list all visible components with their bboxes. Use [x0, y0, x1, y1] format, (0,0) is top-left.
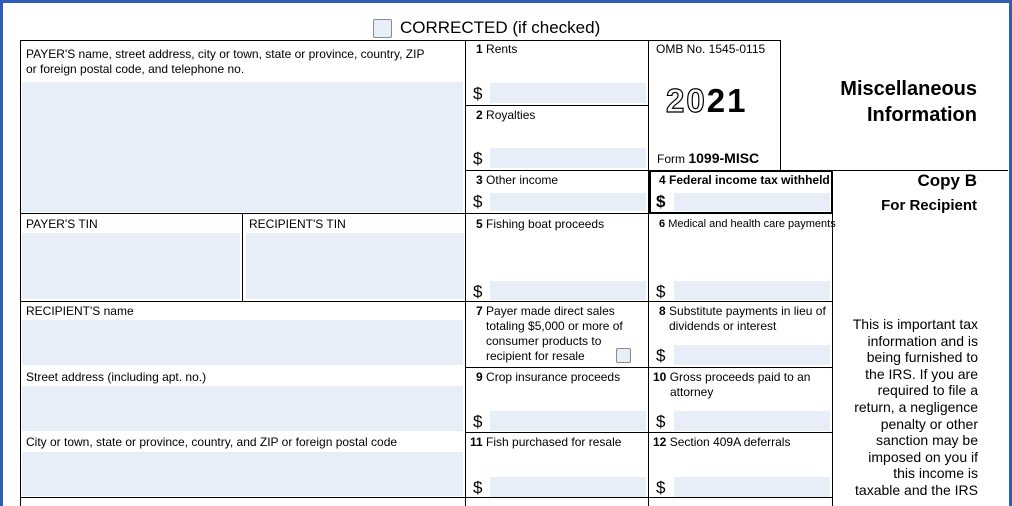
corrected-label: CORRECTED (if checked): [400, 18, 601, 37]
box-number: 7: [476, 304, 483, 318]
dollar-sign: $: [473, 84, 483, 103]
box-number: 5: [476, 217, 483, 231]
box9-amount-field[interactable]: [490, 411, 646, 431]
box-number: 12: [653, 435, 667, 449]
box-number: 3: [476, 173, 483, 187]
box8-label: [659, 304, 826, 334]
copy-label: Copy B: [917, 171, 977, 190]
grid-line: [20, 40, 21, 506]
box-label-text: Substitute payments in lieu of: [669, 304, 826, 318]
box-label-text: Rents: [486, 42, 518, 56]
grid-line: [242, 213, 243, 301]
box-label-text: totaling $5,000 or more of: [486, 319, 623, 333]
dollar-sign: $: [473, 282, 483, 301]
notice-line: taxable and the IRS: [855, 481, 978, 498]
grid-line: [465, 367, 832, 368]
payer-info-field[interactable]: [22, 82, 463, 212]
street-address-field[interactable]: [22, 386, 463, 431]
box1-label: [476, 42, 517, 57]
box5-amount-field[interactable]: [490, 281, 646, 300]
dollar-sign: $: [473, 412, 483, 431]
payer-info-label: [26, 47, 424, 77]
year-bold: 21: [706, 82, 748, 119]
box-number: 11: [470, 435, 483, 449]
recipient-tin-label: RECIPIENT'S TIN: [249, 217, 346, 231]
recipient-tin-field[interactable]: [246, 233, 464, 299]
grid-line: [465, 40, 466, 506]
box3-label: [476, 173, 558, 188]
notice-line: return, a negligence: [854, 398, 978, 415]
box9-label: [476, 370, 620, 385]
box-label-text: dividends or interest: [669, 319, 777, 333]
grid-line: [20, 497, 832, 498]
street-address-label: Street address (including apt. no.): [26, 370, 207, 384]
box11-amount-field[interactable]: [490, 477, 646, 497]
city-field[interactable]: [22, 452, 463, 496]
for-recipient-label: For Recipient: [881, 197, 977, 214]
payer-info-line: PAYER'S name, street address, city or town, state or province, country, ZIP: [26, 47, 425, 61]
important-notice: [838, 316, 978, 499]
notice-line: penalty or other: [880, 415, 978, 432]
recipient-name-field[interactable]: [22, 320, 463, 365]
box10-amount-field[interactable]: [674, 411, 830, 431]
notice-line: required to file a: [877, 382, 978, 399]
box1-amount-field[interactable]: [490, 83, 646, 103]
form-number: 1099-MISC: [688, 150, 760, 166]
box-number: 10: [653, 370, 667, 384]
payer-info-line: or foreign postal code, and telephone no.: [26, 62, 245, 76]
box3-amount-field[interactable]: [490, 193, 646, 211]
box6-label: [659, 217, 836, 232]
box11-label: [470, 435, 621, 450]
form-title-line2: Information: [867, 104, 977, 126]
box-label-text: Federal income tax withheld: [669, 173, 830, 187]
dollar-sign: $: [656, 282, 666, 301]
box-number: 1: [476, 42, 483, 56]
box6-amount-field[interactable]: [674, 281, 830, 300]
form-prefix: Form: [657, 152, 685, 166]
box2-label: [476, 108, 535, 123]
box-label-text: Payer made direct sales: [486, 304, 615, 318]
box7-checkbox[interactable]: [616, 348, 631, 363]
box-label-text: Other income: [486, 173, 559, 187]
notice-line: This is important tax: [852, 316, 978, 332]
box-label-text: consumer products to: [486, 334, 602, 348]
notice-line: sanction may be: [876, 432, 978, 449]
box-number: 2: [476, 108, 483, 122]
city-label: City or town, state or province, country, and ZIP or foreign postal code: [26, 435, 398, 449]
payer-tin-label: PAYER'S TIN: [26, 217, 98, 231]
box4-label: [659, 173, 830, 188]
notice-line: information and is: [867, 332, 978, 349]
recipient-name-label: RECIPIENT'S name: [26, 304, 134, 318]
notice-line: imposed on you if: [868, 448, 978, 465]
notice-line: this income is: [893, 465, 978, 482]
box8-amount-field[interactable]: [674, 345, 830, 365]
box-number: 9: [476, 370, 483, 384]
box-number: 4: [659, 173, 666, 187]
tax-year: [666, 84, 747, 118]
box-number: 8: [659, 304, 666, 318]
year-outline: 20: [666, 82, 707, 119]
box-label-text: attorney: [670, 385, 714, 399]
box-number: 6: [659, 218, 666, 230]
box-label-text: recipient for resale: [486, 349, 585, 363]
box-label-text: Section 409A deferrals: [669, 435, 791, 449]
grid-line: [465, 432, 832, 433]
omb-number: OMB No. 1545-0115: [656, 42, 766, 56]
notice-line: the IRS. If you are: [865, 365, 978, 382]
box-label-text: Medical and health care payments: [668, 218, 836, 230]
box7-label: [476, 304, 623, 364]
box-label-text: Fish purchased for resale: [486, 435, 622, 449]
box12-amount-field[interactable]: [674, 477, 830, 497]
corrected-checkbox[interactable]: [373, 19, 392, 38]
grid-line: [780, 40, 781, 170]
form-name: [657, 150, 759, 166]
grid-line: [20, 40, 780, 41]
box-label-text: Royalties: [486, 108, 536, 122]
grid-line: [648, 40, 649, 506]
dollar-sign: $: [656, 412, 666, 431]
box-label-text: Crop insurance proceeds: [486, 370, 621, 384]
box12-label: [653, 435, 790, 450]
dollar-sign: $: [656, 478, 666, 497]
dollar-sign: $: [656, 192, 666, 211]
dollar-sign: $: [473, 192, 483, 211]
notice-line: being furnished to: [866, 349, 978, 366]
box2-amount-field[interactable]: [490, 148, 646, 168]
payer-tin-field[interactable]: [22, 233, 240, 299]
box10-label: [653, 370, 810, 400]
dollar-sign: $: [473, 149, 483, 168]
grid-line: [20, 301, 832, 302]
box-label-text: Gross proceeds paid to an: [669, 370, 811, 384]
form-title-line1: Miscellaneous: [840, 78, 977, 100]
grid-line: [465, 105, 648, 106]
dollar-sign: $: [656, 346, 666, 365]
dollar-sign: $: [473, 478, 483, 497]
box5-label: [476, 217, 604, 232]
box-label-text: Fishing boat proceeds: [486, 217, 605, 231]
